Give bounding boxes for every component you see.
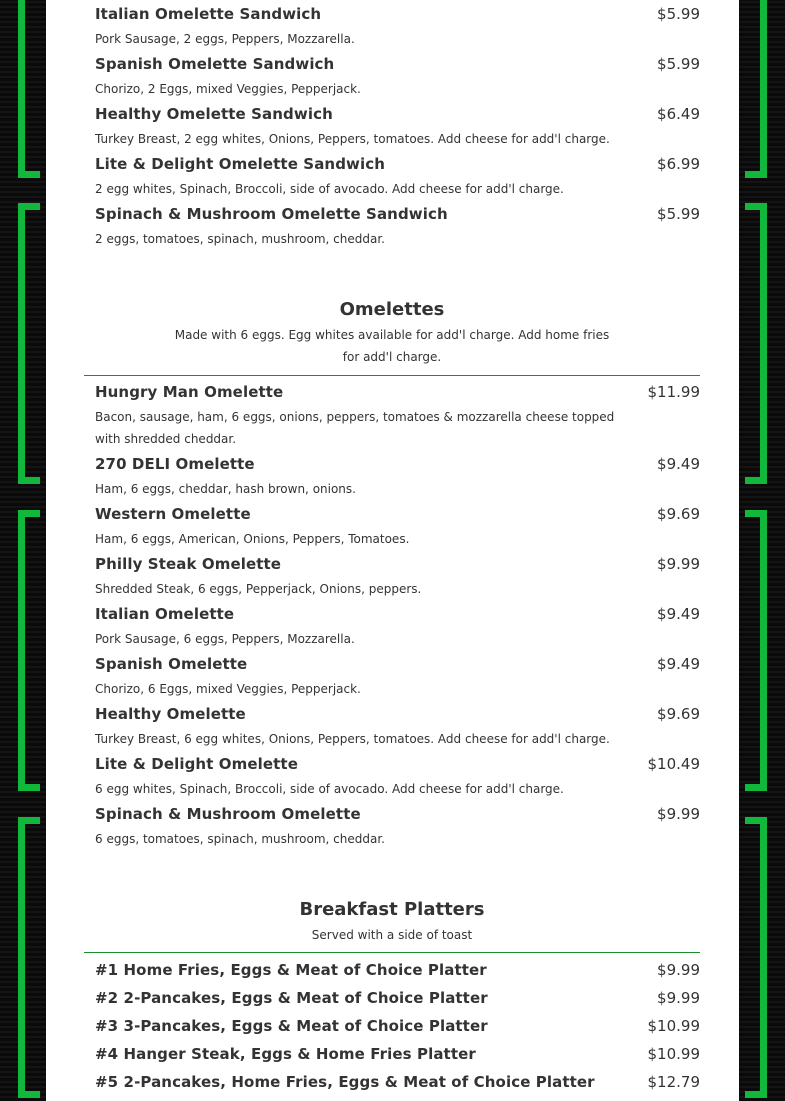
menu-item-price: $5.99 xyxy=(657,5,700,23)
menu-item-name: #1 Home Fries, Eggs & Meat of Choice Platter xyxy=(95,961,487,979)
menu-item-name: Italian Omelette Sandwich xyxy=(95,5,322,23)
menu-item-name: Lite & Delight Omelette Sandwich xyxy=(95,155,386,173)
section-description: Served with a side of toast xyxy=(311,928,473,942)
menu-item-price: $10.99 xyxy=(647,1045,700,1063)
menu-item-price: $6.99 xyxy=(657,155,700,173)
menu-item-price: $9.69 xyxy=(657,705,700,723)
menu-item-name: Spinach & Mushroom Omelette xyxy=(95,805,361,823)
menu-item-name: Spanish Omelette xyxy=(95,655,248,673)
menu-item-name: Western Omelette xyxy=(95,505,251,523)
menu-item-description: Shredded Steak, 6 eggs, Pepperjack, Onions, peppers. xyxy=(95,582,422,596)
menu-item-name: #2 2-Pancakes, Eggs & Meat of Choice Platter xyxy=(95,989,488,1007)
menu-item-price: $5.99 xyxy=(657,205,700,223)
menu-item-price: $9.99 xyxy=(657,961,700,979)
decor-bracket-right xyxy=(745,203,767,484)
decor-bracket-left xyxy=(18,203,40,484)
decor-bracket-right xyxy=(745,510,767,791)
menu-item-price: $9.99 xyxy=(657,989,700,1007)
menu-item-name: 270 DELI Omelette xyxy=(95,455,255,473)
decor-bracket-left xyxy=(18,0,40,178)
menu-item-description: Bacon, sausage, ham, 6 eggs, onions, peppers, tomatoes & mozzarella cheese topped with shredded cheddar. xyxy=(95,410,615,446)
menu-item-description: Chorizo, 2 Eggs, mixed Veggies, Pepperjack. xyxy=(95,82,361,96)
menu-item-price: $11.99 xyxy=(647,383,700,401)
menu-item-description: Ham, 6 eggs, American, Onions, Peppers, Tomatoes. xyxy=(95,532,410,546)
menu-item-description: 2 eggs, tomatoes, spinach, mushroom, cheddar. xyxy=(95,232,385,246)
menu-item-description: 6 egg whites, Spinach, Broccoli, side of avocado. Add cheese for add'l charge. xyxy=(95,782,564,796)
menu-item-description: Ham, 6 eggs, cheddar, hash brown, onions. xyxy=(95,482,356,496)
menu-item-description: Turkey Breast, 6 egg whites, Onions, Peppers, tomatoes. Add cheese for add'l charge. xyxy=(95,732,610,746)
menu-item-price: $12.79 xyxy=(647,1073,700,1091)
menu-item-name: Spanish Omelette Sandwich xyxy=(95,55,335,73)
menu-item-price: $9.69 xyxy=(657,505,700,523)
menu-item-description: Pork Sausage, 6 eggs, Peppers, Mozzarella. xyxy=(95,632,355,646)
menu-item-price: $10.49 xyxy=(647,755,700,773)
menu-item-name: Hungry Man Omelette xyxy=(95,383,284,401)
menu-item-price: $10.99 xyxy=(647,1017,700,1035)
menu-item-price: $9.99 xyxy=(657,805,700,823)
decor-bracket-left xyxy=(18,817,40,1098)
section-title-breakfast-platters: Breakfast Platters xyxy=(299,899,485,920)
menu-item-name: Healthy Omelette xyxy=(95,705,246,723)
menu-item-description: Turkey Breast, 2 egg whites, Onions, Peppers, tomatoes. Add cheese for add'l charge. xyxy=(95,132,610,146)
decor-bracket-right xyxy=(745,817,767,1098)
menu-item-name: #5 2-Pancakes, Home Fries, Eggs & Meat of Choice Platter xyxy=(95,1073,595,1091)
menu-item-description: 2 egg whites, Spinach, Broccoli, side of avocado. Add cheese for add'l charge. xyxy=(95,182,564,196)
menu-item-description: Pork Sausage, 2 eggs, Peppers, Mozzarella. xyxy=(95,32,355,46)
section-divider xyxy=(84,952,700,953)
menu-item-name: Lite & Delight Omelette xyxy=(95,755,298,773)
menu-item-name: Philly Steak Omelette xyxy=(95,555,282,573)
section-description: Made with 6 eggs. Egg whites available for add'l charge. Add home fries for add'l charge. xyxy=(174,328,610,364)
menu-item-price: $6.49 xyxy=(657,105,700,123)
decor-bracket-left xyxy=(18,510,40,791)
menu-item-name: Italian Omelette xyxy=(95,605,235,623)
menu-item-name: #4 Hanger Steak, Eggs & Home Fries Platter xyxy=(95,1045,476,1063)
menu-item-name: #3 3-Pancakes, Eggs & Meat of Choice Platter xyxy=(95,1017,488,1035)
section-divider xyxy=(84,375,700,376)
menu-item-price: $9.49 xyxy=(657,455,700,473)
section-title-omelettes: Omelettes xyxy=(339,299,445,320)
decor-bracket-right xyxy=(745,0,767,178)
menu-item-price: $9.99 xyxy=(657,555,700,573)
menu-item-name: Healthy Omelette Sandwich xyxy=(95,105,333,123)
menu-item-name: Spinach & Mushroom Omelette Sandwich xyxy=(95,205,448,223)
menu-item-price: $9.49 xyxy=(657,655,700,673)
menu-item-price: $9.49 xyxy=(657,605,700,623)
menu-item-description: 6 eggs, tomatoes, spinach, mushroom, cheddar. xyxy=(95,832,385,846)
menu-item-description: Chorizo, 6 Eggs, mixed Veggies, Pepperjack. xyxy=(95,682,361,696)
menu-item-price: $5.99 xyxy=(657,55,700,73)
